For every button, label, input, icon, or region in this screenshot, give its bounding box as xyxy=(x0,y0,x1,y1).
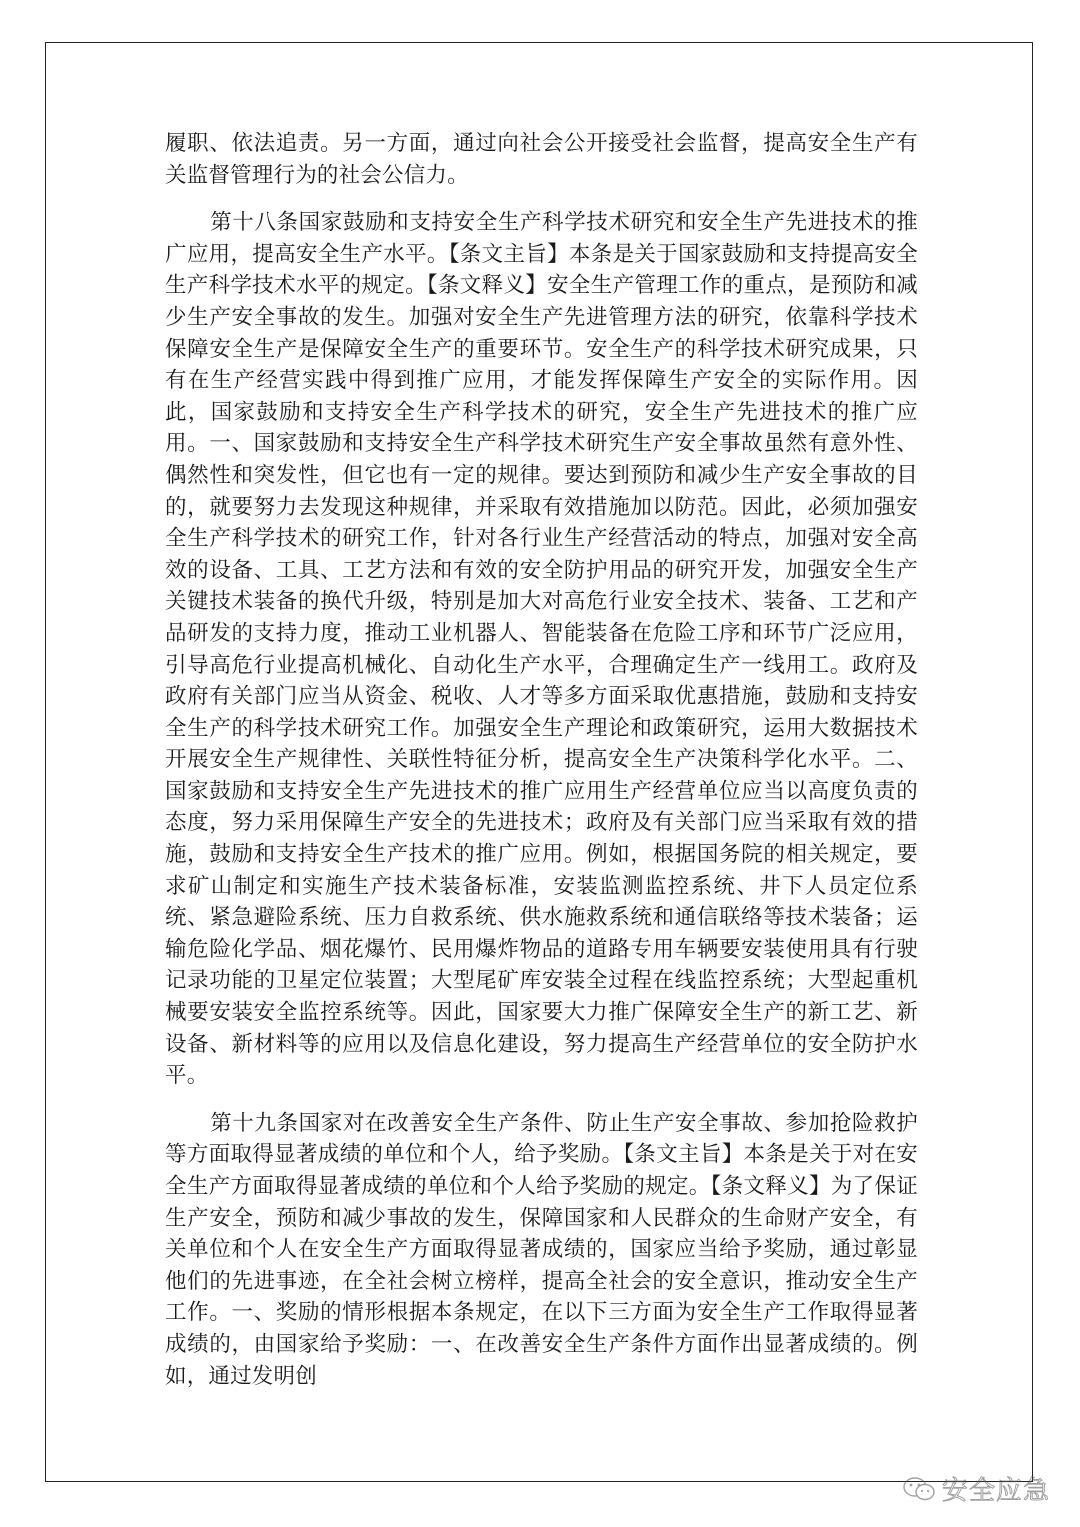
watermark xyxy=(902,1470,1050,1507)
paragraph-article-19: 第十九条国家对在改善安全生产条件、防止生产安全事故、参加抢险救护等方面取得显著成绩的单位和个人，给予奖励。【条文主旨】本条是关于对在安全生产方面取得显著成绩的单位和个人给予奖励的规定。【条文释义】为了保证生产安全，预防和减少事故的发生，保障国家和人民群众的生命财产安全，有关单位和个人在安全生产方面取得显著成绩的，国家应当给予奖励，通过彰显他们的先进事迹，在全社会树立榜样，提高全社会的安全意识，推动安全生产工作。一、奖励的情形根据本条规定，在以下三方面为安全生产工作取得显著成绩的，由国家给予奖励：一、在改善安全生产条件方面作出显著成绩的。例如，通过发明创 xyxy=(165,1110,918,1389)
document-body xyxy=(165,128,918,1408)
wechat-icon xyxy=(902,1476,936,1502)
watermark-text: 安全应急 xyxy=(941,1476,1050,1506)
paragraph-article-18: 第十八条国家鼓励和支持安全生产科学技术研究和安全生产先进技术的推广应用，提高安全生产水平。【条文主旨】本条是关于国家鼓励和支持提高安全生产科学技术水平的规定。【条文释义】安全生产管理工作的重点，是预防和减少生产安全事故的发生。加强对安全生产先进管理方法的研究，依靠科学技术保障安全生产是保障安全生产的重要环节。安全生产的科学技术研究成果，只有在生产经营实践中得到推广应用，才能发挥保障生产安全的实际作用。因此，国家鼓励和支持安全生产科学技术的研究，安全生产先进技术的推广应用。一、国家鼓励和支持安全生产科学技术研究生产安全事故虽然有意外性、偶然性和突发性，但它也有一定的规律。要达到预防和减少生产安全事故的目的，就要努力去发现这种规律，并采取有效措施加以防范。因此，必须加强安全生产科学技术的研究工作，针对各行业生产经营活动的特点，加强对安全高效的设备、工具、工艺方法和有效的安全防护用品的研究开发，加强安全生产关键技术装备的换代升级，特别是加大对高危行业安全技术、装备、工艺和产品研发的支持力度，推动工业机器人、智能装备在危险工序和环节广泛应用，引导高危行业提高机械化、自动化生产水平，合理确定生产一线用工。政府及政府有关部门应当从资金、税收、人才等多方面采取优惠措施，鼓励和支持安全生产的科学技术研究工作。加强安全生产理论和政策研究，运用大数据技术开展安全生产规律性、关联性特征分析，提高安全生产决策科学化水平。二、国家鼓励和支持安全生产先进技术的推广应用生产经营单位应当以高度负责的态度，努力采用保障生产安全的先进技术；政府及有关部门应当采取有效的措施，鼓励和支持安全生产技术的推广应用。例如，根据国务院的相关规定，要求矿山制定和实施生产技术装备标准，安装监测监控系统、井下人员定位系统、紧急避险系统、压力自救系统、供水施救系统和通信联络等技术装备；运输危险化学品、烟花爆竹、民用爆炸物品的道路专用车辆要安装使用具有行驶记录功能的卫星定位装置；大型尾矿库安装全过程在线监控系统；大型起重机械要安装安全监控系统等。因此，国家要大力推广保障安全生产的新工艺、新设备、新材料等的应用以及信息化建设，努力提高生产经营单位的安全防护水平。 xyxy=(165,210,918,1089)
paragraph-continuation: 履职、依法追责。另一方面，通过向社会公开接受社会监督，提高安全生产有关监督管理行为的社会公信力。 xyxy=(165,131,918,188)
